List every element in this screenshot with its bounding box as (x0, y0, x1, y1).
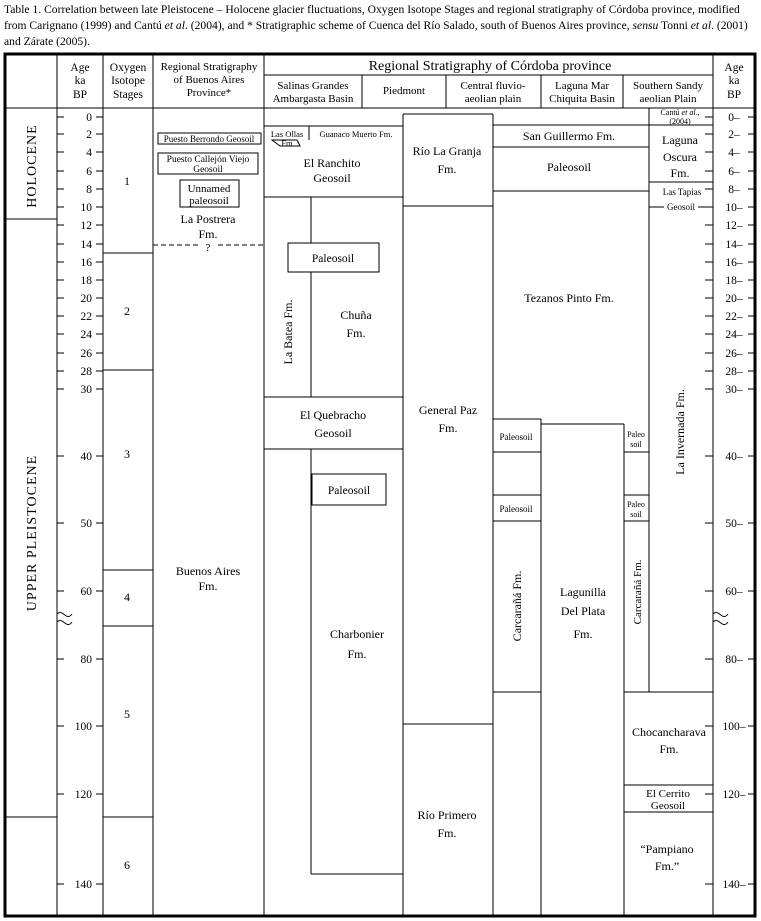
svg-text:Ambargasta Basin: Ambargasta Basin (272, 93, 354, 105)
age-label-right: 4– (728, 147, 740, 159)
svg-text:Fm.: Fm. (437, 826, 457, 840)
svg-text:Geosoil: Geosoil (667, 202, 695, 212)
svg-text:Carcarañá Fm.: Carcarañá Fm. (510, 570, 524, 642)
svg-text:Chiquita Basin: Chiquita Basin (549, 93, 615, 105)
southern-sandy-units (627, 108, 707, 873)
age-label-right: 0– (728, 112, 740, 124)
table-caption: Table 1. Correlation between late Pleistocene – Holocene glacier fluctuations, Oxygen Isotope Stages and regional stratigraphy of Córdoba province, modified from Carignano (1999) and Cantú et al. (2004), and * Stratigraphic scheme of Cuenca del Río Salado, south of Buenos Aires province, sensu Tonni et al. (2001) and Zárate (2005). (4, 3, 748, 48)
svg-text:Chuña: Chuña (340, 308, 372, 322)
svg-text:Río La Granja: Río La Granja (412, 144, 482, 158)
svg-text:of Buenos Aires: of Buenos Aires (173, 74, 245, 86)
svg-text:General Paz: General Paz (418, 403, 478, 417)
svg-text:Las Tapias: Las Tapias (662, 187, 702, 197)
svg-text:Geosoil: Geosoil (314, 426, 352, 440)
age-label-right: 120– (722, 789, 746, 801)
svg-text:El Cerrito: El Cerrito (646, 788, 690, 800)
svg-text:Isotope: Isotope (111, 75, 145, 87)
age-label-left: 60 (80, 586, 92, 598)
stage-3: 3 (124, 447, 130, 461)
svg-text:Fm.: Fm. (198, 579, 218, 593)
svg-text:soil: soil (630, 510, 642, 519)
age-label-left: 10 (80, 202, 92, 214)
age-label-left: 24 (80, 329, 92, 341)
svg-text:Oxygen: Oxygen (109, 62, 147, 74)
svg-text:Regional Stratigraphy of Córdo: Regional Stratigraphy of Córdoba province (368, 59, 612, 74)
svg-text:Geosoil: Geosoil (650, 800, 686, 812)
age-label-right: 20– (725, 293, 743, 305)
stage-6: 6 (124, 858, 130, 872)
svg-text:paleosoil: paleosoil (189, 195, 229, 207)
svg-text:Paleosoil: Paleosoil (311, 253, 355, 265)
svg-text:Regional Stratigraphy: Regional Stratigraphy (160, 61, 258, 73)
svg-text:Fm.: Fm. (347, 647, 367, 661)
scale-break-right (713, 612, 728, 624)
age-label-right: 24– (725, 329, 743, 341)
svg-text:Puesto Callejón Viejo: Puesto Callejón Viejo (166, 155, 250, 165)
svg-text:Geosoil: Geosoil (193, 165, 223, 175)
svg-text:Fm.: Fm. (437, 162, 457, 176)
svg-text:ka: ka (74, 75, 86, 87)
svg-text:Central fluvio-: Central fluvio- (460, 80, 526, 92)
svg-text:Charbonier: Charbonier (330, 627, 384, 641)
age-label-left: 22 (80, 311, 92, 323)
svg-text:Age: Age (70, 62, 90, 74)
svg-text:El Quebracho: El Quebracho (299, 408, 367, 422)
epoch-upper-pleistocene: UPPER PLEISTOCENE (25, 454, 40, 612)
age-label-left: 2 (86, 129, 92, 141)
svg-text:Río Primero: Río Primero (417, 808, 477, 822)
age-label-right: 16– (725, 257, 743, 269)
age-label-left: 100 (74, 721, 92, 733)
svg-text:Stages: Stages (112, 89, 144, 101)
age-label-right: 14– (725, 239, 743, 251)
age-label-right: 30– (725, 384, 743, 396)
age-label-left: 8 (86, 184, 92, 196)
svg-text:aeolian Plain: aeolian Plain (639, 93, 697, 105)
age-label-left: 14 (80, 239, 92, 251)
age-label-right: 50– (725, 518, 743, 530)
svg-text:Fm.: Fm. (346, 326, 366, 340)
stage-5: 5 (124, 707, 130, 721)
stage-4: 4 (124, 590, 130, 604)
svg-text:Fm.”: Fm.” (654, 859, 680, 873)
svg-text:La Batea Fm.: La Batea Fm. (281, 299, 295, 365)
age-label-left: 40 (80, 451, 92, 463)
age-label-left: 20 (80, 293, 92, 305)
svg-text:Laguna Mar: Laguna Mar (554, 80, 610, 92)
age-label-left: 0 (86, 112, 92, 124)
age-label-right: 18– (725, 275, 743, 287)
svg-text:?: ? (205, 242, 211, 254)
puesto-berrondo-label: Puesto Berrondo Geosoil (163, 134, 255, 144)
svg-text:Del Plata: Del Plata (560, 604, 606, 618)
stage-1: 1 (124, 174, 130, 188)
age-label-right: 80– (725, 654, 743, 666)
central-laguna-units (500, 129, 616, 641)
age-label-right: 28– (725, 366, 743, 378)
age-label-left: 12 (80, 220, 92, 232)
salinas-grandes-units (271, 129, 393, 661)
age-ticks (57, 112, 755, 891)
svg-text:Age: Age (724, 62, 744, 74)
svg-text:Laguna: Laguna (662, 133, 698, 147)
age-label-left: 80 (80, 654, 92, 666)
svg-text:El Ranchito: El Ranchito (303, 156, 361, 170)
svg-text:BP: BP (72, 89, 88, 101)
svg-text:Paleosoil: Paleosoil (547, 160, 591, 174)
svg-text:La Postrera: La Postrera (180, 212, 236, 226)
svg-text:San Guillermo Fm.: San Guillermo Fm. (522, 129, 616, 143)
stage-2: 2 (124, 304, 130, 318)
svg-text:Cantú et al.,: Cantú et al., (660, 108, 700, 117)
age-label-left: 28 (80, 366, 92, 378)
svg-text:Chocancharava: Chocancharava (632, 725, 706, 739)
epoch-holocene: HOLOCENE (25, 124, 40, 208)
age-label-left: 6 (86, 166, 92, 178)
svg-text:“Pampiano: “Pampiano (640, 842, 694, 856)
svg-text:Fm.: Fm. (670, 166, 690, 180)
age-label-left: 30 (80, 384, 92, 396)
svg-text:ka: ka (728, 75, 740, 87)
svg-text:Fm.: Fm. (438, 421, 458, 435)
svg-text:Carcarañá Fm.: Carcarañá Fm. (632, 559, 644, 625)
svg-text:Geosoil: Geosoil (313, 171, 351, 185)
svg-text:Tezanos Pinto Fm.: Tezanos Pinto Fm. (524, 291, 614, 305)
svg-text:Las Ollas: Las Ollas (270, 129, 304, 139)
svg-text:Fm.: Fm. (573, 627, 593, 641)
header-labels (70, 59, 743, 105)
svg-text:Salinas Grandes: Salinas Grandes (277, 80, 349, 92)
age-label-left: 18 (80, 275, 92, 287)
svg-text:Oscura: Oscura (663, 150, 697, 164)
svg-text:La Invernada Fm.: La Invernada Fm. (673, 389, 687, 475)
svg-text:BP: BP (726, 89, 742, 101)
age-label-right: 140– (722, 879, 746, 891)
svg-text:Lagunilla: Lagunilla (560, 585, 606, 599)
svg-text:Guanaco Muerto Fm.: Guanaco Muerto Fm. (319, 129, 393, 139)
age-label-left: 120 (74, 789, 92, 801)
svg-text:Paleo: Paleo (627, 430, 645, 439)
age-label-right: 100– (722, 721, 746, 733)
svg-text:(2004): (2004) (669, 117, 691, 126)
age-label-left: 26 (80, 348, 92, 360)
svg-text:Fm.: Fm. (659, 742, 679, 756)
age-label-left: 50 (80, 518, 92, 530)
age-label-right: 22– (725, 311, 743, 323)
svg-text:Paleosoil: Paleosoil (327, 485, 371, 497)
svg-text:Southern Sandy: Southern Sandy (633, 80, 703, 92)
age-label-left: 16 (80, 257, 92, 269)
svg-text:Paleosoil: Paleosoil (499, 432, 533, 442)
age-label-left: 4 (86, 147, 92, 159)
age-label-right: 6– (728, 166, 740, 178)
svg-text:Piedmont: Piedmont (382, 85, 426, 97)
svg-text:soil: soil (630, 440, 642, 449)
svg-text:Paleo: Paleo (627, 500, 645, 509)
age-label-right: 26– (725, 348, 743, 360)
age-label-right: 40– (725, 451, 743, 463)
scale-break-left (57, 612, 72, 624)
svg-text:Province*: Province* (186, 87, 232, 99)
svg-text:Fm: Fm (281, 138, 293, 148)
piedmont-units (413, 144, 482, 840)
age-label-right: 12– (725, 220, 743, 232)
svg-text:Buenos Aires: Buenos Aires (175, 564, 241, 578)
age-label-right: 10– (725, 202, 743, 214)
buenos-aires-units (164, 134, 255, 593)
age-label-right: 60– (725, 586, 743, 598)
svg-text:Unnamed: Unnamed (187, 183, 231, 195)
age-label-right: 2– (728, 129, 740, 141)
svg-text:aeolian plain: aeolian plain (464, 93, 522, 105)
svg-text:Fm.: Fm. (198, 227, 218, 241)
age-label-right: 8– (728, 184, 740, 196)
age-label-left: 140 (74, 879, 92, 891)
svg-text:Paleosoil: Paleosoil (499, 504, 533, 514)
isotope-stage-numbers (124, 174, 130, 872)
